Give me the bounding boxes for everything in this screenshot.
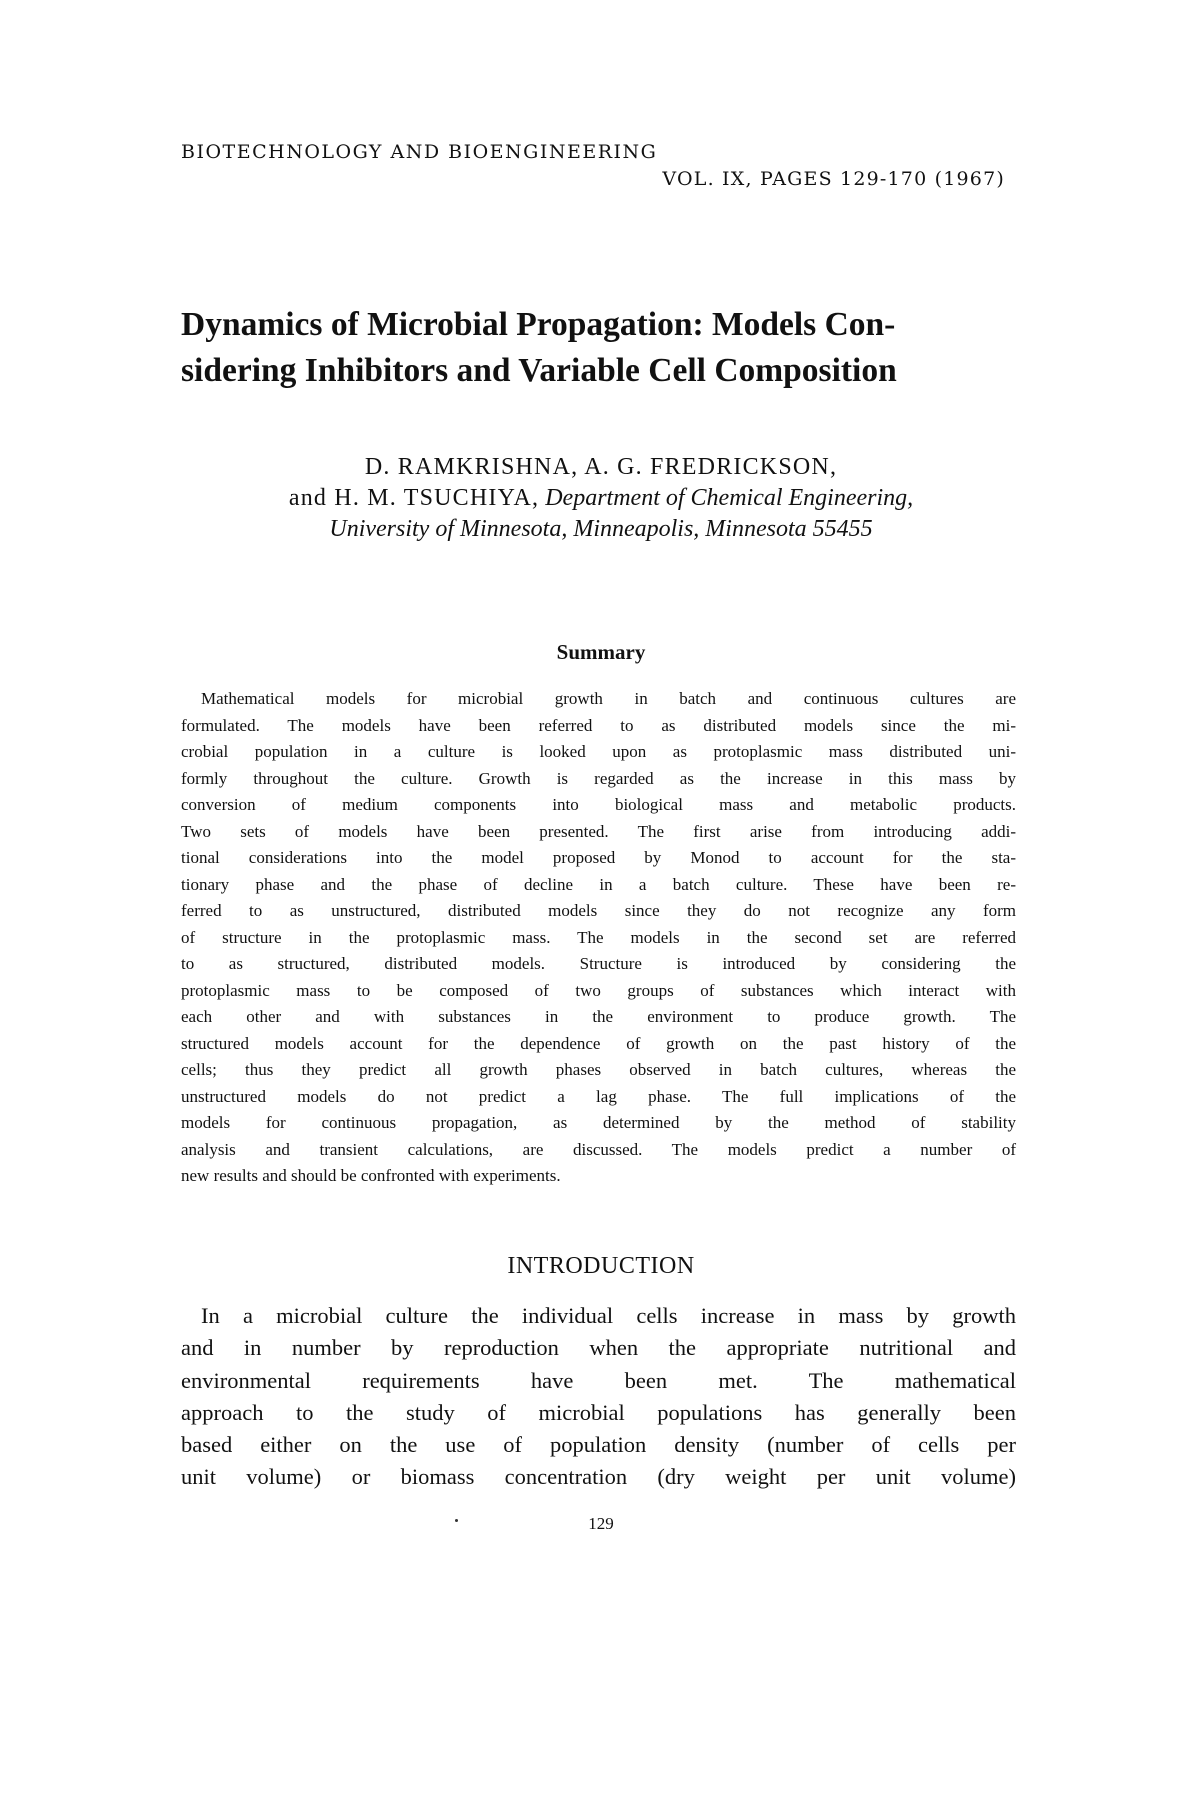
affiliation: Department of Chemical Engineering, xyxy=(545,485,914,511)
page-number: 129 xyxy=(588,1514,614,1533)
intro-line: In a microbial culture the individual cells increase in mass by growth xyxy=(201,1303,1016,1328)
summary-line: protoplasmic mass to be composed of two groups of substances which interact with xyxy=(181,980,1016,1000)
journal-name: BIOTECHNOLOGY AND BIOENGINEERING xyxy=(181,141,658,163)
author-names: and H. M. TSUCHIYA, xyxy=(288,485,540,511)
title-line: sidering Inhibitors and Variable Cell Composition xyxy=(181,352,897,389)
summary-line: models for continuous propagation, as determined by the method of stability xyxy=(181,1113,1016,1132)
summary-line: unstructured models do not predict a lag phase. The full implications of the xyxy=(181,1086,1016,1106)
summary-line: Two sets of models have been presented. The first arise from introducing addi- xyxy=(181,821,1016,841)
summary-line: new results and should be confronted with experiments. xyxy=(181,1166,561,1185)
summary-heading: Summary xyxy=(556,640,646,664)
introduction-text xyxy=(181,1300,1016,1494)
summary-line: of structure in the protoplasmic mass. The models in the second set are referred xyxy=(181,927,1016,947)
paper-title xyxy=(181,302,1021,394)
author-block xyxy=(181,452,1021,545)
author-names: D. RAMKRISHNA, A. G. FREDRICKSON, xyxy=(364,454,838,480)
intro-line: approach to the study of microbial populations has generally been xyxy=(181,1399,1016,1425)
intro-line: based either on the use of population density (number of cells per xyxy=(181,1432,1016,1458)
summary-line: cells; thus they predict all growth phases observed in batch cultures, whereas the xyxy=(181,1060,1016,1079)
summary-line: to as structured, distributed models. Structure is introduced by considering the xyxy=(181,954,1016,973)
summary-line: analysis and transient calculations, are discussed. The models predict a number of xyxy=(181,1139,1016,1159)
intro-line: environmental requirements have been met. The mathematical xyxy=(181,1367,1016,1393)
summary-line: tionary phase and the phase of decline in a batch culture. These have been re- xyxy=(181,874,1016,894)
summary-line: each other and with substances in the environment to produce growth. The xyxy=(181,1007,1016,1026)
volume-pages: VOL. IX, PAGES 129-170 (1967) xyxy=(662,168,1005,190)
summary-line: structured models account for the dependence of growth on the past history of the xyxy=(181,1033,1016,1053)
summary-line: conversion of medium components into biological mass and metabolic products. xyxy=(181,795,1016,814)
introduction-heading: INTRODUCTION xyxy=(507,1253,695,1279)
title-line: Dynamics of Microbial Propagation: Models Con- xyxy=(181,306,896,343)
summary-line: tional considerations into the model proposed by Monod to account for the sta- xyxy=(181,848,1016,867)
author-line xyxy=(181,483,1021,514)
summary-line: formly throughout the culture. Growth is regarded as the increase in this mass by xyxy=(181,768,1016,788)
summary-line: crobial population in a culture is looked upon as protoplasmic mass distributed uni- xyxy=(181,742,1016,761)
summary-line: formulated. The models have been referred to as distributed models since the mi- xyxy=(181,715,1016,735)
intro-line: unit volume) or biomass concentration (dry weight per unit volume) xyxy=(181,1464,1016,1490)
summary-text xyxy=(181,686,1016,1190)
summary-line: Mathematical models for microbial growth in batch and continuous cultures are xyxy=(201,689,1016,708)
summary-line: ferred to as unstructured, distributed models since they do not recognize any form xyxy=(181,901,1016,920)
intro-line: and in number by reproduction when the appropriate nutritional and xyxy=(181,1335,1016,1361)
affiliation: University of Minnesota, Minneapolis, Minnesota 55455 xyxy=(329,516,873,542)
